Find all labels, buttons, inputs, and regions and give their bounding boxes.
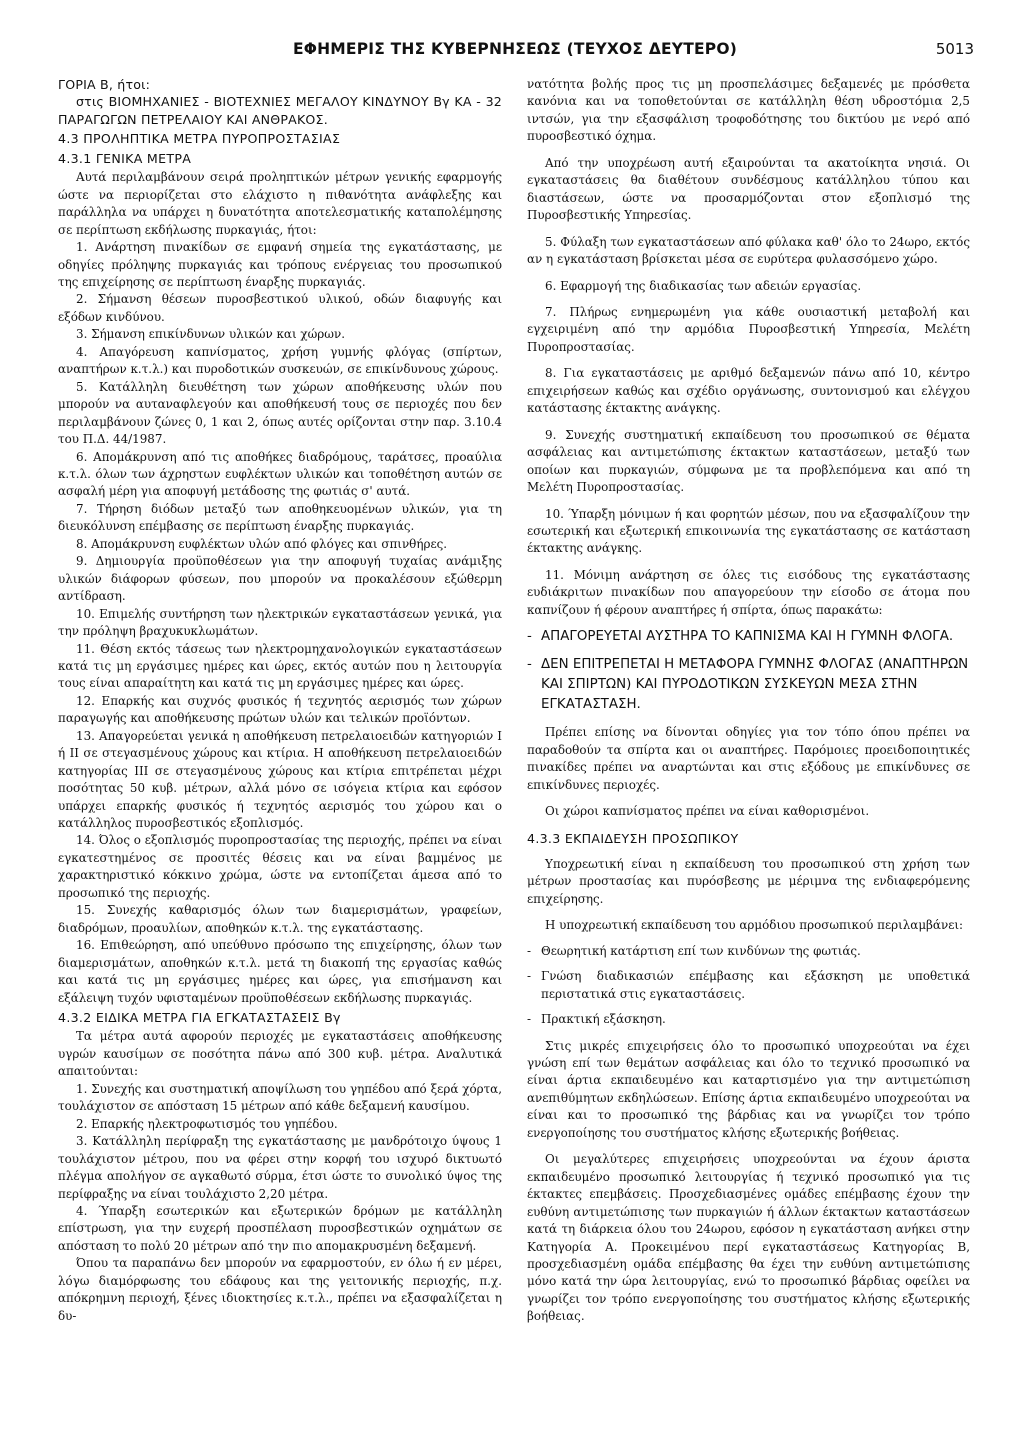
bullet-item: - Θεωρητική κατάρτιση επί των κινδύνων της φωτιάς. bbox=[527, 943, 970, 960]
list-item: 9. Δημιουργία προϋποθέσεων για την αποφυγή τυχαίας ανάμιξης υλικών διάφορων φύσεων, που μπορούν να προκαλέσουν εξώθερμη αντίδραση. bbox=[58, 554, 502, 604]
list-item: 14. Όλος ο εξοπλισμός πυροπροστασίας της περιοχής, πρέπει να είναι εγκατεστημένος σε προσιτές θέσεις και να είναι βαμμένος με χαρακτηριστικό κόκκινο χρώμα, ώστε να εντοπίζεται άμεσα από το προσωπικό της περιοχής. bbox=[58, 833, 502, 900]
list-item: 15. Συνεχής καθαρισμός όλων των διαμερισμάτων, γραφείων, διαδρόμων, προαυλίων, αποθηκών κ.τ.λ. της εγκατάστασης. bbox=[58, 903, 502, 935]
paragraph: στις ΒΙΟΜΗΧΑΝΙΕΣ - ΒΙΟΤΕΧΝΙΕΣ ΜΕΓΑΛΟΥ ΚΙΝΔΥΝΟΥ Βγ ΚΑ - 32 ΠΑΡΑΓΩΓΩΝ ΠΕΤΡΕΛΑΙΟΥ ΚΑΙ ΑΝΘΡΑΚΟΣ. bbox=[58, 94, 502, 127]
list-item: 7. Τήρηση διόδων μεταξύ των αποθηκευομένων υλικών, για τη διευκόλυνση επέμβασης σε περίπτωση έναρξης πυρκαγιάς. bbox=[58, 501, 502, 534]
list-item: 2. Σήμανση θέσεων πυροσβεστικού υλικού, οδών διαφυγής και εξόδων κινδύνου. bbox=[58, 292, 502, 324]
paragraph: Αυτά περιλαμβάνουν σειρά προληπτικών μέτρων γενικής εφαρμογής ώστε να περιορίζεται στο ελάχιστο η πιθανότητα ανάφλεξης και παράλληλα να υπάρχει η δυνατότητα αποτελεσματικής καταπολέμησης σε περίπτωση εκδήλωσης πυρκαγιάς, ήτοι: bbox=[58, 170, 502, 237]
list-item: 3. Κατάλληλη περίφραξη της εγκατάστασης με μανδρότοιχο ύψους 1 τουλάχιστον μέτρου, που να φέρει στην κορφή του ισχυρό δικτυωτό πλέγμα απολήγον σε αγκαθωτό σύρμα, έτσι ώστε το συνολικό ύψος της περίφραξης να είναι τουλάχιστο 2,20 μέτρα. bbox=[58, 1134, 502, 1201]
list-item: 2. Επαρκής ηλεκτροφωτισμός του γηπέδου. bbox=[76, 1116, 338, 1131]
list-item: 6. Εφαρμογή της διαδικασίας των αδειών εργασίας. bbox=[545, 278, 862, 293]
bullet-item: - Γνώση διαδικασιών επέμβασης και εξάσκηση με υποθετικά περιστατικά στις εγκαταστάσεις. bbox=[527, 968, 970, 1003]
list-item: 6. Απομάκρυνση από τις αποθήκες διαδρόμους, ταράτσες, προαύλια κ.τ.λ. όλων των άχρηστων ευφλέκτων υλικών και τοποθέτηση αυτών σε ασφαλή μέρη για αποφυγή μετάδοσης της φωτιάς σ' αυτά. bbox=[58, 449, 502, 499]
notice-line: - ΑΠΑΓΟΡΕΥΕΤΑΙ ΑΥΣΤΗΡΑ ΤΟ ΚΑΠΝΙΣΜΑ ΚΑΙ Η ΓΥΜΝΗ ΦΛΟΓΑ. bbox=[527, 627, 970, 647]
paragraph: Η υποχρεωτική εκπαίδευση του αρμόδιου προσωπικού περιλαμβάνει: bbox=[545, 918, 964, 933]
paragraph: Τα μέτρα αυτά αφορούν περιοχές με εγκαταστάσεις αποθήκευσης υγρών καυσίμων σε ποσότητα πάνω από 300 κυβ. μέτρα. Αναλυτικά απαιτούνται: bbox=[58, 1029, 502, 1079]
list-item: 11. Μόνιμη ανάρτηση σε όλες τις εισόδους της εγκατάστασης ευδιάκριτων πινακίδων που απαγορεύουν την είσοδο σε άτομα που καπνίζουν ή φέρουν αναπτήρες ή σπίρτα, όπως παρακάτω: bbox=[527, 567, 970, 617]
section-heading: 4.3.3 ΕΚΠΑΙΔΕΥΣΗ ΠΡΟΣΩΠΙΚΟΥ bbox=[527, 830, 739, 846]
list-item: 8. Απομάκρυνση ευφλέκτων υλών από φλόγες και σπινθήρες. bbox=[76, 536, 448, 551]
paragraph: Όπου τα παραπάνω δεν μπορούν να εφαρμοστούν, εν όλω ή εν μέρει, λόγω διαμόρφωσης του εδάφους και της γειτονικής περιοχής, π.χ. απόκρημνη περιοχή, ξένες ιδιοκτησίες κ.τ.λ., πρέπει να εξασφαλίζεται η δυ- bbox=[58, 1256, 502, 1323]
bullet-item: - Πρακτική εξάσκηση. bbox=[527, 1011, 970, 1028]
list-item: 12. Επαρκής και συχνός φυσικός ή τεχνητός αερισμός των χώρων παραγωγής και αποθήκευσης πρώτων υλών και τελικών προϊόντων. bbox=[58, 693, 502, 726]
list-item: 4. Απαγόρευση καπνίσματος, χρήση γυμνής φλόγας (σπίρτων, αναπτήρων κ.τ.λ.) και πυροδοτικών συσκευών, σε επικίνδυνους χώρους. bbox=[58, 344, 502, 377]
paragraph: Οι μεγαλύτερες επιχειρήσεις υποχρεούνται να έχουν άριστα εκπαιδευμένο προσωπικό λειτουργίας ή τεχνικό προσωπικό για τις έκτακτες επεμβάσεις. Προσχεδιασμένες ομάδες επέμβασης έχουν την ευθύνη αντιμετώπισης των πυρκαγιών ή άλλων έκτακτων καταστάσεων κατά τη διάρκεια όλου του 24ωρου, εφόσον η εγκατάσταση ανήκει στην Κατηγορία Α. Προκειμένου περί εγκαταστάσεως Κατηγορίας Β, προσχεδιασμένη ομάδα επέμβασης θα έχει την ευθύνη αντιμετώπισης μόνο κατά την ώρα λειτουργίας, ενώ το προσωπικό βάρδιας οφείλει να γνωρίζει τον τρόπο ενεργοποίησης του συστήματος κλήσης εξωτερικής βοήθειας. bbox=[527, 1152, 970, 1324]
list-item: 1. Ανάρτηση πινακίδων σε εμφανή σημεία της εγκατάστασης, με οδηγίες πρόληψης πυρκαγιάς και τρόπους ενέργειας του προσωπικού της επιχείρησης σε περίπτωση έναρξης πυρκαγιάς. bbox=[58, 240, 502, 289]
section-heading: 4.3.1 ΓΕΝΙΚΑ ΜΕΤΡΑ bbox=[58, 150, 192, 166]
list-item: 5. Κατάλληλη διευθέτηση των χώρων αποθήκευσης υλών που μπορούν να αυταναφλεγούν και αποθήκευσή τους σε περιοχές που δεν περιλαμβάνουν ζώνες 0, 1 και 2, όπως αυτές ορίζονται στην παρ. 3.10.4 του Π.Δ. 44/1987. bbox=[58, 379, 502, 447]
list-item: 10. Επιμελής συντήρηση των ηλεκτρικών εγκαταστάσεων γενικά, για την πρόληψη βραχυκυκλωμάτων. bbox=[58, 606, 502, 639]
notice-line: - ΔΕΝ ΕΠΙΤΡΕΠΕΤΑΙ Η ΜΕΤΑΦΟΡΑ ΓΥΜΝΗΣ ΦΛΟΓΑΣ (ΑΝΑΠΤΗΡΩΝ ΚΑΙ ΣΠΙΡΤΩΝ) ΚΑΙ ΠΥΡΟΔΟΤΙΚΩΝ ΣΥΣΚΕΥΩΝ ΜΕΣΑ ΣΤΗΝ ΕΓΚΑΤΑΣΤΑΣΗ. bbox=[527, 655, 970, 715]
paragraph: Πρέπει επίσης να δίνονται οδηγίες για τον τόπο όπου πρέπει να παραδοθούν τα σπίρτα και οι αναπτήρες. Παρόμοιες προειδοποιητικές πινακίδες πρέπει να αναρτώνται και στις εξόδους με επικίνδυνες σε επικίνδυνες περιοχές. bbox=[527, 725, 970, 792]
list-item: 10. Ύπαρξη μόνιμων ή και φορητών μέσων, που να εξασφαλίζουν την εσωτερική και εξωτερική επικοινωνία της εγκατάστασης σε κατάσταση έκτακτης ανάγκης. bbox=[527, 506, 970, 556]
list-item: 1. Συνεχής και συστηματική αποψίλωση του γηπέδου από ξερά χόρτα, τουλάχιστον σε απόσταση 15 μέτρων από κάθε δεξαμενή καυσίμου. bbox=[58, 1081, 502, 1114]
list-item: 11. Θέση εκτός τάσεως των ηλεκτρομηχανολογικών εγκαταστάσεων κατά τις μη εργάσιμες ημέρες και ώρες, εκτός αυτών που η λειτουργία τους είναι απαραίτητη και κατά τις μη εργάσιμες ημέρες και ώρες. bbox=[58, 641, 502, 691]
list-item: 8. Για εγκαταστάσεις με αριθμό δεξαμενών πάνω από 10, κέντρο επιχειρήσεων καθώς και σχέδιο οργάνωσης, συντονισμού και ελέγχου κατάστασης έκτακτης ανάγκης. bbox=[527, 366, 970, 416]
section-heading: 4.3.2 ΕΙΔΙΚΑ ΜΕΤΡΑ ΓΙΑ ΕΓΚΑΤΑΣΤΑΣΕΙΣ Βγ bbox=[58, 1010, 341, 1026]
paragraph: Υποχρεωτική είναι η εκπαίδευση του προσωπικού στη χρήση των μέτρων προστασίας και πυρόσβεσης με μέριμνα της ενδιαφερόμενης επιχείρησης. bbox=[527, 856, 970, 906]
list-item: 16. Επιθεώρηση, από υπεύθυνο πρόσωπο της επιχείρησης, όλων των διαμερισμάτων, αποθηκών κ.τ.λ. μετά τη διακοπή της εργασίας καθώς και κατά τις μη εργάσιμες ημέρες και ώρες, για επισήμανση και εξάλειψη τυχόν υφισταμένων προϋποθέσεων εκδήλωσης πυρκαγιάς. bbox=[58, 938, 502, 1005]
paragraph: νατότητα βολής προς τις μη προσπελάσιμες δεξαμενές με πρόσθετα κανόνια και να τοποθετούνται σε κατάλληλη θέση υδροστόμια 2,5 ιντσών, για την εξασφάλιση τροφοδότησης του δικτύου με νερό από πυροσβεστικό όχημα. bbox=[527, 77, 970, 144]
list-item: 4. Ύπαρξη εσωτερικών και εξωτερικών δρόμων με κατάλληλη επίστρωση, για την ευχερή προσπέλαση πυροσβεστικών οχημάτων σε απόσταση το πολύ 20 μέτρων από την πιο απομακρυσμένη δεξαμενή. bbox=[58, 1204, 502, 1253]
gazette-title: ΕΦΗΜΕΡΙΣ ΤΗΣ ΚΥΒΕΡΝΗΣΕΩΣ (ΤΕΥΧΟΣ ΔΕΥΤΕΡΟ) bbox=[292, 40, 738, 58]
page-header bbox=[56, 34, 974, 64]
list-item: 9. Συνεχής συστηματική εκπαίδευση του προσωπικού σε θέματα ασφάλειας και αντιμετώπισης έκτακτων καταστάσεων, μεταξύ των οποίων και πυρκαγιών, σύμφωνα με τα προβλεπόμενα και από τη Μελέτη Πυροπροστασίας. bbox=[527, 427, 970, 495]
paragraph: Στις μικρές επιχειρήσεις όλο το προσωπικό υποχρεούται να έχει γνώση επί των θεμάτων ασφάλειας και όλο το τεχνικό προσωπικό να είναι άρτια εκπαιδευμένο και καταρτισμένο για την αντιμετώπιση ανεπιθύμητων εκδηλώσεων. Επίσης άρτια εκπαιδευμένο υποχρεούται να είναι και το προσωπικό της βάρδιας και να γνωρίζει τον τρόπο ενεργοποίησης του συστήματος κλήσης εξωτερικής βοήθειας. bbox=[527, 1038, 970, 1140]
list-item: 5. Φύλαξη των εγκαταστάσεων από φύλακα καθ' όλο το 24ωρο, εκτός αν η εγκατάσταση βρίσκεται μέσα σε ευρύτερα φυλασσόμενο χώρο. bbox=[527, 234, 970, 267]
paragraph: Οι χώροι καπνίσματος πρέπει να είναι καθορισμένοι. bbox=[545, 804, 870, 819]
page-number: 5013 bbox=[935, 40, 974, 58]
paragraph: ΓΟΡΙΑ Β, ήτοι: bbox=[58, 77, 151, 92]
list-item: 7. Πλήρως ενημερωμένη για κάθε ουσιαστική μεταβολή και εγχειριμένη από την αρμόδια Πυροσβεστική Υπηρεσία, Μελέτη Πυροπροστασίας. bbox=[527, 304, 970, 354]
section-heading: 4.3 ΠΡΟΛΗΠΤΙΚΑ ΜΕΤΡΑ ΠΥΡΟΠΡΟΣΤΑΣΙΑΣ bbox=[58, 131, 341, 147]
list-item: 13. Απαγορεύεται γενικά η αποθήκευση πετρελαιοειδών κατηγοριών Ι ή ΙΙ σε στεγασμένους χώρους και κτίρια. Η αποθήκευση πετρελαιοειδών κατηγορίας ΙΙΙ σε στεγασμένους χώρους και κτίρια επιτρέπεται μέχρι ποσότητας 50 κυβ. μέτρων, αλλά μόνο σε ισόγεια κτίρια και εφόσον υπάρχει επαρκής φυσικός ή τεχνητός αερισμός του χώρου και ο κατάλληλος πυροσβεστικός εξοπλισμός. bbox=[58, 728, 502, 831]
paragraph: Από την υποχρέωση αυτή εξαιρούνται τα ακατοίκητα νησιά. Οι εγκαταστάσεις θα διαθέτουν συνδέσμους κατάλληλου τύπου και διαστάσεων, ώστε να προσαρμόζονται στον εξοπλισμό της Πυροσβεστικής Υπηρεσίας. bbox=[527, 155, 970, 223]
list-item: 3. Σήμανση επικίνδυνων υλικών και χώρων. bbox=[76, 327, 346, 342]
left-column bbox=[58, 76, 502, 1325]
right-column bbox=[527, 76, 970, 1326]
